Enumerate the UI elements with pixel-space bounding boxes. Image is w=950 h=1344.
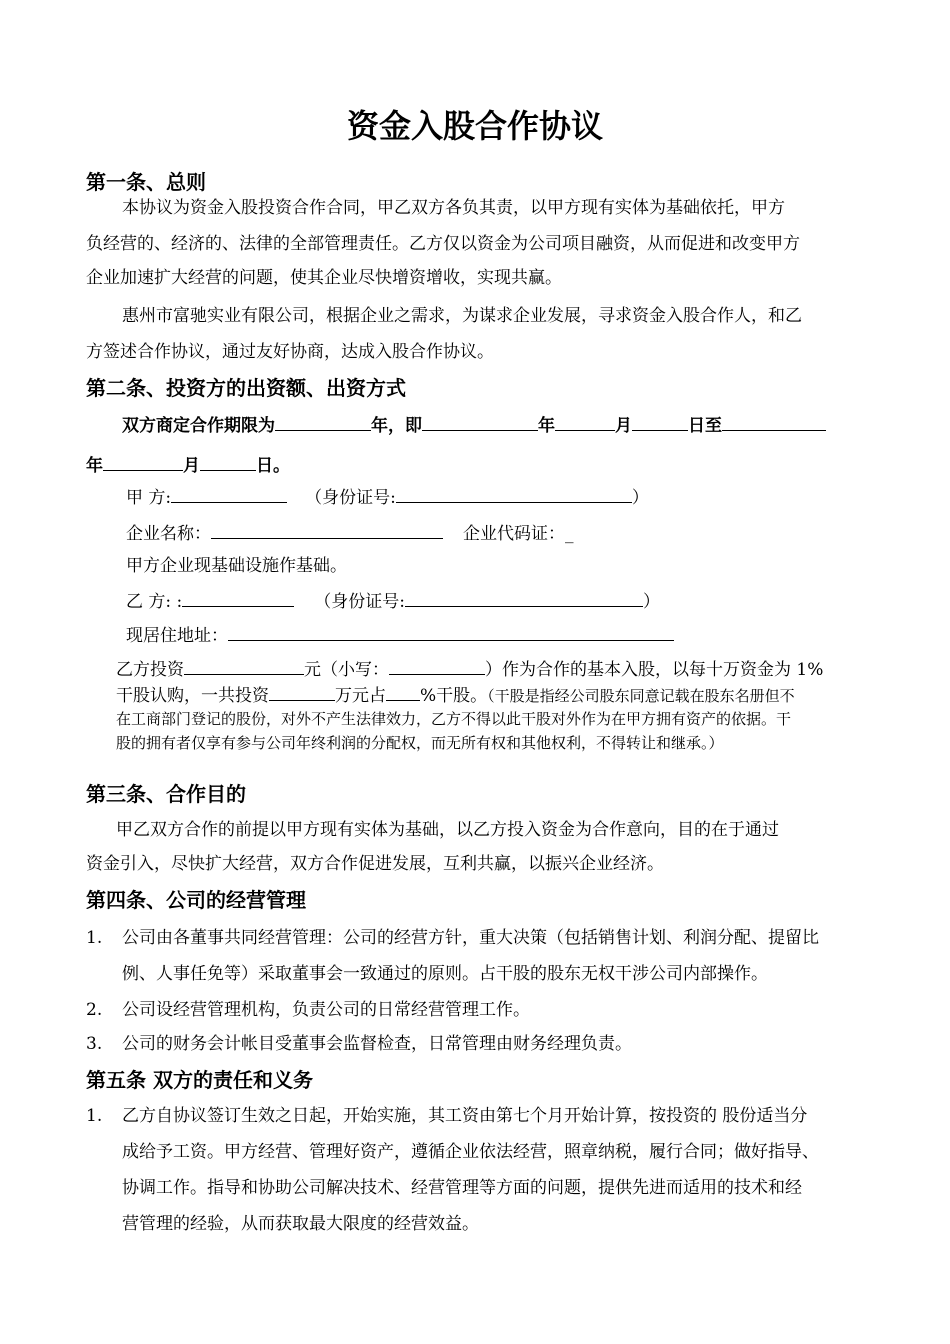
list-number: 2. bbox=[86, 1000, 103, 1020]
list-text: 公司的财务会计帐目受董事会监督检查，日常管理由财务经理负责。 bbox=[122, 1034, 632, 1054]
s5-item-1-cont-2: 协调工作。指导和协助公司解决技术、经营管理等方面的问题，提供先进而适用的技术和经 bbox=[122, 1178, 802, 1198]
list-text: 公司设经营管理机构，负责公司的日常经营管理工作。 bbox=[122, 1000, 530, 1020]
party-a-label: 甲 方: bbox=[126, 488, 172, 508]
party-b-label: 乙 方: : bbox=[126, 592, 183, 612]
term-text: 年，即 bbox=[371, 416, 422, 436]
term-line-2 bbox=[86, 452, 290, 478]
party-a-name-blank[interactable] bbox=[171, 484, 287, 503]
invest-text: 干股认购，一共投资 bbox=[116, 686, 269, 706]
section-4-heading: 第四条、公司的经营管理 bbox=[86, 888, 306, 912]
term-line-1 bbox=[122, 412, 826, 438]
s4-item-1 bbox=[86, 926, 819, 950]
invest-wan-blank[interactable] bbox=[269, 682, 335, 701]
s1-p2-line-2: 方签述合作协议，通过友好协商，达成入股合作协议。 bbox=[86, 342, 494, 362]
list-text: 乙方自协议签订生效之日起，开始实施，其工资由第七个月开始计算，按投资的 股份适当分 bbox=[122, 1106, 808, 1126]
invest-line-1 bbox=[116, 656, 823, 682]
party-a-line bbox=[126, 484, 649, 510]
invest-amount-blank[interactable] bbox=[184, 656, 304, 675]
section-1-heading: 第一条、总则 bbox=[86, 170, 206, 194]
term-years-blank[interactable] bbox=[275, 412, 371, 431]
company-code-label: 企业代码证： bbox=[463, 524, 565, 544]
note-line-3: 股的拥有者仅享有参与公司年终利润的分配权，而无所有权和其他权利，不得转让和继承。） bbox=[116, 734, 724, 752]
party-b-line bbox=[126, 588, 660, 614]
party-a-id-blank[interactable] bbox=[396, 484, 632, 503]
address-label: 现居住地址： bbox=[126, 626, 228, 646]
s4-item-3 bbox=[86, 1032, 632, 1056]
company-line bbox=[126, 520, 574, 546]
company-name-label: 企业名称： bbox=[126, 524, 211, 544]
s5-item-1 bbox=[86, 1104, 807, 1128]
end-day-blank[interactable] bbox=[200, 452, 256, 471]
company-code-value: _ bbox=[565, 524, 574, 544]
s1-p2-line-1: 惠州市富驰实业有限公司，根据企业之需求，为谋求企业发展，寻求资金入股合作人，和乙 bbox=[122, 306, 802, 326]
party-a-id-close: ） bbox=[631, 488, 649, 508]
term-text: 日至 bbox=[688, 416, 722, 436]
list-text: 公司由各董事共同经营管理：公司的经营方针，重大决策（包括销售计划、利润分配、提留比 bbox=[122, 928, 819, 948]
list-number: 1. bbox=[86, 1106, 103, 1126]
term-text: 双方商定合作期限为 bbox=[122, 416, 275, 436]
s1-p1-line-3: 企业加速扩大经营的问题，使其企业尽快增资增收，实现共赢。 bbox=[86, 268, 562, 288]
address-line bbox=[126, 622, 674, 648]
term-text: 月 bbox=[183, 456, 200, 476]
party-b-id-close: ） bbox=[643, 592, 660, 612]
party-b-id-label: （身份证号: bbox=[314, 592, 405, 612]
s3-line-1: 甲乙双方合作的前提以甲方现有实体为基础，以乙方投入资金为合作意向，目的在于通过 bbox=[116, 820, 779, 840]
s4-item-1-cont: 例、人事任免等）采取董事会一致通过的原则。占干股的股东无权干涉公司内部操作。 bbox=[122, 964, 768, 984]
invest-text: 乙方投资 bbox=[116, 660, 184, 680]
term-text: 年 bbox=[538, 416, 555, 436]
term-text: 年 bbox=[86, 456, 103, 476]
s4-item-2 bbox=[86, 998, 530, 1022]
section-2-heading: 第二条、投资方的出资额、出资方式 bbox=[86, 376, 406, 400]
s1-p1-line-1: 本协议为资金入股投资合作合同，甲乙双方各负其责，以甲方现有实体为基础依托，甲方 bbox=[122, 198, 785, 218]
term-text: 月 bbox=[615, 416, 632, 436]
end-year-blank[interactable] bbox=[722, 412, 826, 431]
s1-p1-line-2: 负经营的、经济的、法律的全部管理责任。乙方仅以资金为公司项目融资，从而促进和改变甲方 bbox=[86, 234, 800, 254]
start-month-blank[interactable] bbox=[555, 412, 615, 431]
invest-text: 元（小写： bbox=[304, 660, 389, 680]
list-number: 1. bbox=[86, 928, 103, 948]
start-day-blank[interactable] bbox=[632, 412, 688, 431]
term-text: 日。 bbox=[256, 456, 290, 476]
company-name-blank[interactable] bbox=[211, 520, 443, 539]
invest-percent-blank[interactable] bbox=[386, 682, 420, 701]
s5-item-1-cont-1: 成给予工资。甲方经营、管理好资产，遵循企业依法经营，照章纳税，履行合同；做好指导、 bbox=[122, 1142, 819, 1162]
section-5-heading: 第五条 双方的责任和义务 bbox=[86, 1068, 313, 1092]
list-number: 3. bbox=[86, 1034, 103, 1054]
section-3-heading: 第三条、合作目的 bbox=[86, 782, 246, 806]
invest-text: %干股。 bbox=[420, 686, 488, 706]
party-a-id-label: （身份证号: bbox=[305, 488, 396, 508]
s5-item-1-cont-3: 营管理的经验，从而获取最大限度的经营效益。 bbox=[122, 1214, 479, 1234]
invest-text: ）作为合作的基本入股，以每十万资金为 1% bbox=[485, 660, 824, 680]
party-b-id-blank[interactable] bbox=[405, 588, 643, 607]
end-month-blank[interactable] bbox=[103, 452, 183, 471]
invest-figure-blank[interactable] bbox=[389, 656, 485, 675]
note-line-1: （干股是指经公司股东同意记载在股东名册但不 bbox=[487, 687, 795, 705]
invest-text: 万元占 bbox=[335, 686, 386, 706]
document-title: 资金入股合作协议 bbox=[346, 107, 603, 145]
start-year-blank[interactable] bbox=[422, 412, 538, 431]
invest-line-2 bbox=[116, 682, 795, 708]
party-b-name-blank[interactable] bbox=[182, 588, 294, 607]
s3-line-2: 资金引入，尽快扩大经营，双方合作促进发展，互利共赢，以振兴企业经济。 bbox=[86, 854, 664, 874]
address-blank[interactable] bbox=[228, 622, 674, 641]
note-line-2: 在工商部门登记的股份，对外不产生法律效力，乙方不得以此干股对外作为在甲方拥有资产的依据。干 bbox=[116, 710, 792, 728]
basis-line: 甲方企业现基础设施作基础。 bbox=[126, 556, 347, 576]
